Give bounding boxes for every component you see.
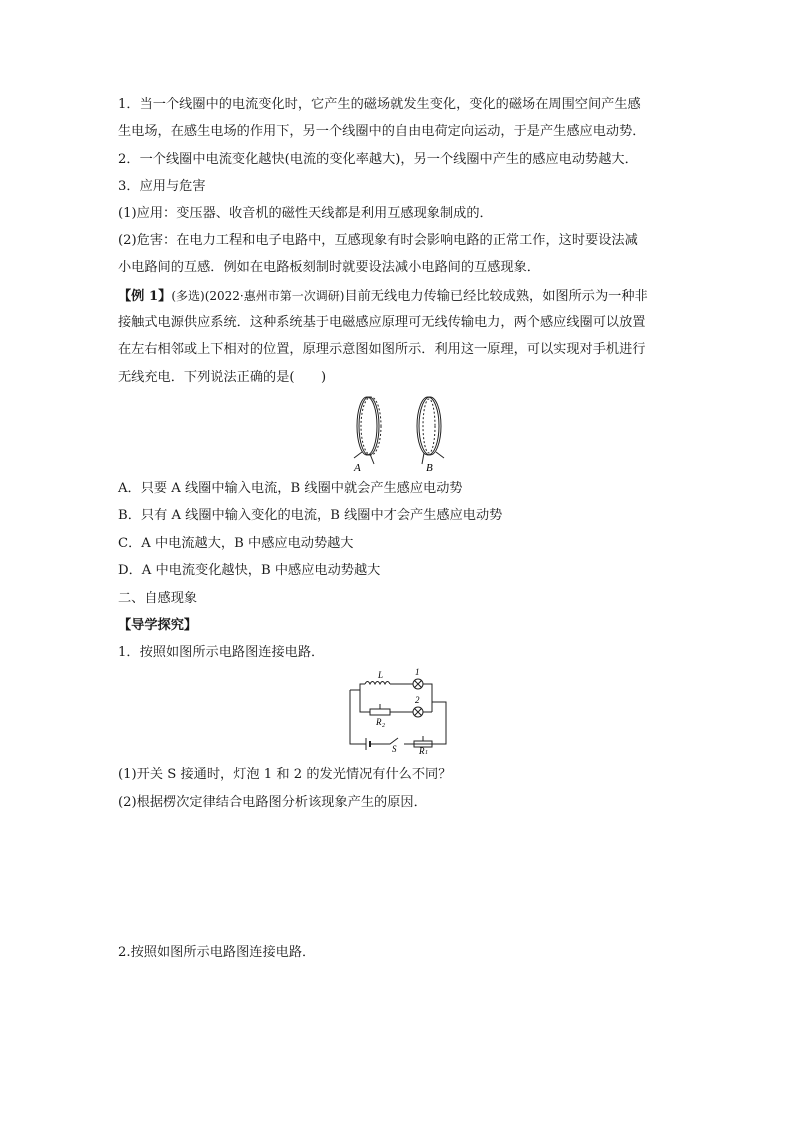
example-line-3: 在左右相邻或上下相对的位置，原理示意图如图所示．利用这一原理，可以实现对手机进行	[118, 342, 646, 357]
para-application: (1)应用：变压器、收音机的磁性天线都是利用互感现象制成的．	[118, 206, 493, 221]
circuit-diagram	[340, 668, 456, 754]
coil-a	[354, 397, 381, 464]
example-line-1	[118, 287, 648, 306]
option-b: B．只有 A 线圈中输入变化的电流，B 线圈中才会产生感应电动势	[118, 508, 503, 523]
label-lamp-1: 1	[415, 668, 420, 677]
rheostat-r2	[370, 709, 390, 715]
coil-b-label: B	[426, 462, 433, 472]
option-d: D．A 中电流变化越快，B 中感应电动势越大	[118, 563, 381, 578]
para-1b: 生电场，在感生电场的作用下，另一个线圈中的自由电荷定向运动，于是产生感应电动势．	[118, 124, 646, 139]
example-source: (多选)(2022·惠州市第一次调研)	[171, 289, 345, 303]
step-2: 2.按照如图所示电路图连接电路．	[118, 945, 316, 960]
label-R2: R	[376, 717, 382, 727]
label-R1-sub: 1	[425, 750, 428, 754]
coils-figure	[340, 392, 460, 472]
example-label: 【例 1】	[118, 289, 172, 304]
example-line-2: 接触式电源供应系统．这种系统基于电磁感应原理可无线传输电力，两个感应线圈可以放置	[118, 315, 646, 330]
para-hazard-b: 小电路间的互感．例如在电路板刻制时就要设法减小电路间的互感现象．	[118, 260, 540, 275]
question-2: (2)根据楞次定律结合电路图分析该现象产生的原因．	[118, 795, 427, 810]
step-1: 1．按照如图所示电路图连接电路．	[118, 645, 325, 660]
guide-label: 【导学探究】	[118, 618, 198, 633]
label-S: S	[392, 744, 397, 754]
para-1a: 1．当一个线圈中的电流变化时，它产生的磁场就发生变化，变化的磁场在周围空间产生感	[118, 97, 641, 112]
label-R1: R	[419, 746, 425, 754]
coil-a-label: A	[354, 462, 361, 472]
inductor-coil	[365, 682, 390, 685]
section-heading: 二、自感现象	[118, 591, 198, 606]
label-lamp-2: 2	[415, 695, 420, 705]
label-R2-sub: 2	[382, 723, 385, 729]
question-1: (1)开关 S 接通时，灯泡 1 和 2 的发光情况有什么不同？	[118, 767, 452, 782]
para-3-heading: 3．应用与危害	[118, 179, 206, 194]
example-text: 目前无线电力传输已经比较成熟，如图所示为一种非	[344, 289, 648, 304]
coil-b	[417, 397, 444, 464]
label-L: L	[378, 670, 384, 680]
para-hazard-a: (2)危害：在电力工程和电子电路中，互感现象有时会影响电路的正常工作，这时要设法减	[118, 233, 638, 248]
para-2: 2．一个线圈中电流变化越快(电流的变化率越大)，另一个线圈中产生的感应电动势越大．	[118, 152, 638, 167]
option-a: A．只要 A 线圈中输入电流，B 线圈中就会产生感应电动势	[118, 481, 463, 496]
example-line-4: 无线充电．下列说法正确的是( )	[118, 370, 327, 385]
battery	[366, 738, 370, 750]
option-c: C．A 中电流越大，B 中感应电动势越大	[118, 536, 354, 551]
